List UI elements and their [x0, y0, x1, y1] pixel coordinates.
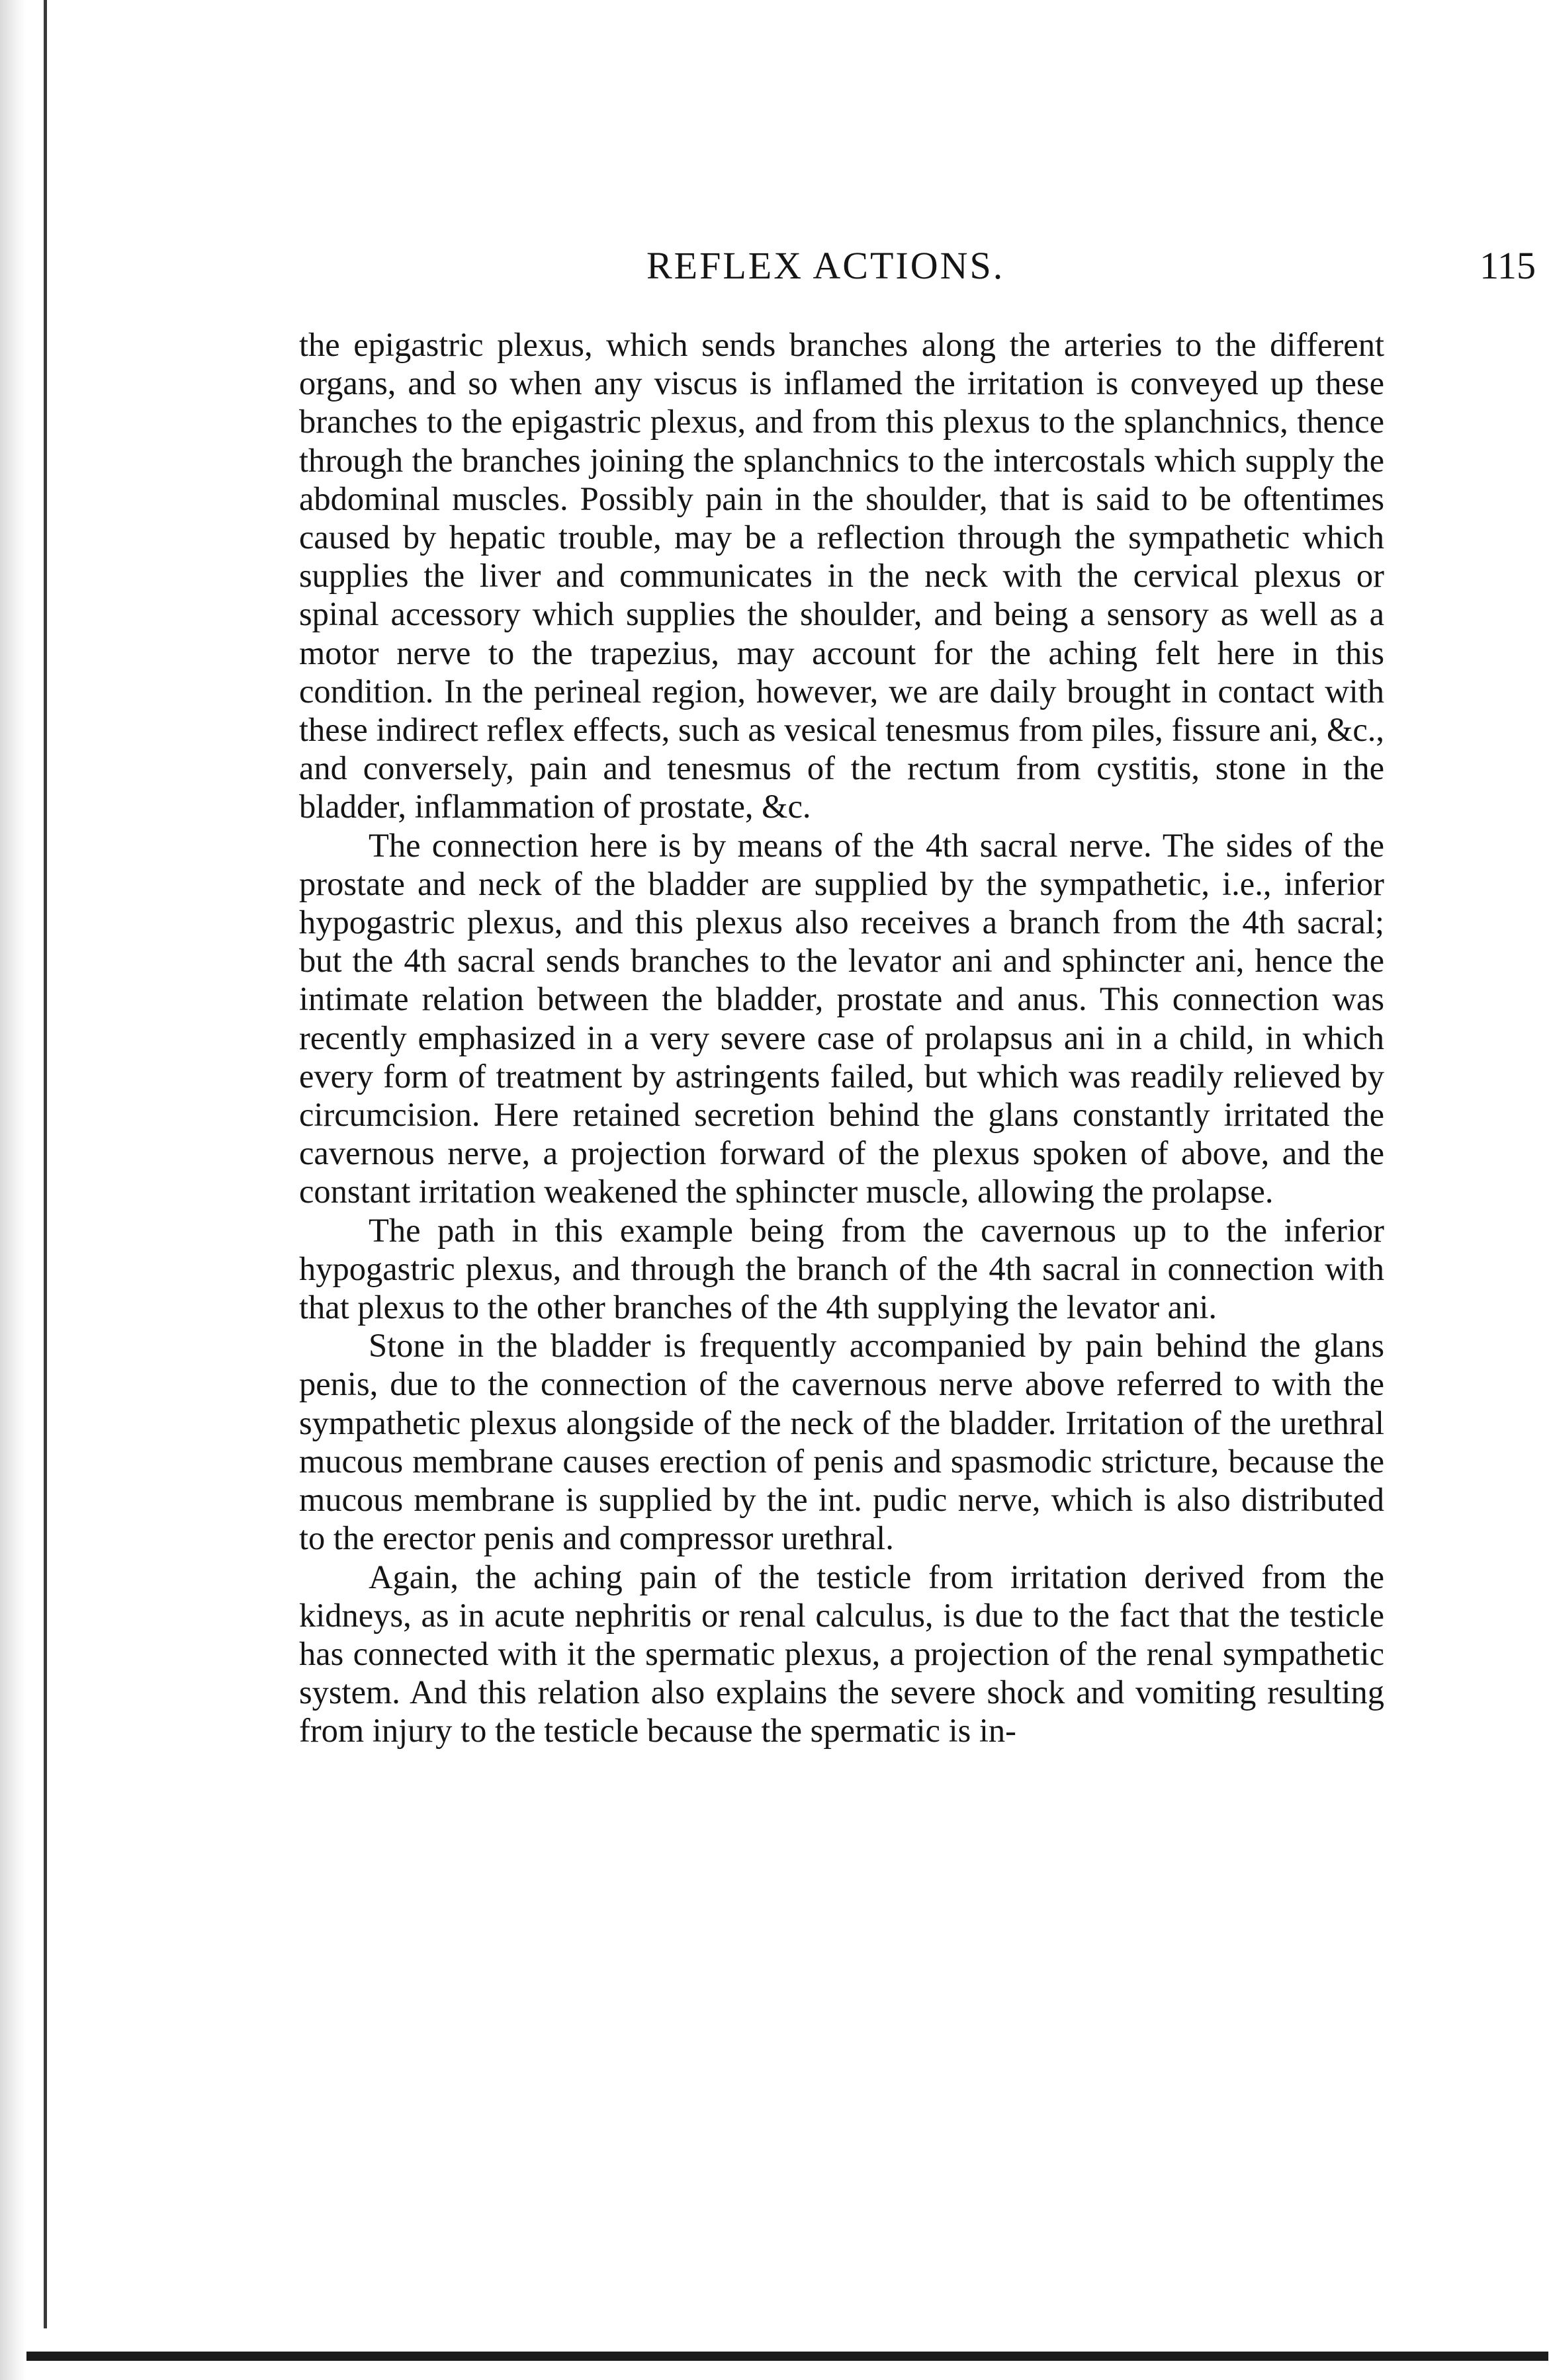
paragraph: The connection here is by means of the 4th sacral nerve. The sides of the prostate and neck of the bladder are supplied by the sympathetic, i.e., inferior hypogastric plexus, and this plexus also receives a branch from the 4th sacral; but the 4th sacral sends branches to the levator ani and sphincter ani, hence the intimate relation between the bladder, prostate and anus. This connection was recently emphasized in a very severe case of prolapsus ani in a child, in which every form of treatment by astringents failed, but which was readily relieved by circumcision. Here retained secretion behind the glans constantly irritated the cavernous nerve, a projection forward of the plexus spoken of above, and the constant irritation weakened the sphincter muscle, allowing the prolapse. [299, 826, 1384, 1211]
paragraph: The path in this example being from the cavernous up to the inferior hypogastric plexus, and through the branch of the 4th sacral in connection with that plexus to the other branches of the 4th supplying the levator ani. [299, 1211, 1384, 1326]
paragraph: Stone in the bladder is frequently accompanied by pain behind the glans penis, due to the connection of the cavernous nerve above referred to with the sympathetic plexus alongside of the neck of the bladder. Irritation of the urethral mucous membrane causes erection of penis and spasmodic stricture, because the mucous membrane is supplied by the int. pudic nerve, which is also distributed to the erector penis and compressor urethral. [299, 1327, 1384, 1557]
scan-bottom-edge [26, 2352, 1548, 2361]
page-number: 115 [1480, 244, 1536, 287]
paragraph: Again, the aching pain of the testicle from irritation derived from the kidneys, as in acute nephritis or renal calculus, is due to the fact that the testicle has connected with it the spermatic plexus, a projection of the renal sympathetic system. And this relation also explains the severe shock and vomiting resulting from injury to the testicle because the spermatic is in- [299, 1558, 1384, 1750]
running-title: REFLEX ACTIONS. [646, 244, 1005, 287]
binding-line [44, 0, 47, 2328]
body-text [299, 325, 1384, 1750]
page-binding-edge [0, 0, 26, 2380]
page-header [301, 239, 1536, 292]
paragraph-continued: the epigastric plexus, which sends branches along the arteries to the different organs, and so when any viscus is inflamed the irritation is conveyed up these branches to the epigastric plexus, and from this plexus to the splanchnics, thence through the branches joining the splanchnics to the intercostals which supply the abdominal muscles. Possibly pain in the shoulder, that is said to be oftentimes caused by hepatic trouble, may be a reflection through the sympathetic which supplies the liver and communicates in the neck with the cervical plexus or spinal accessory which supplies the shoulder, and being a sensory as well as a motor nerve to the trapezius, may account for the aching felt here in this condition. In the perineal region, however, we are daily brought in contact with these indirect reflex effects, such as vesical tenesmus from piles, fissure ani, &c., and conversely, pain and tenesmus of the rectum from cystitis, stone in the bladder, inflammation of prostate, &c. [299, 326, 1384, 826]
